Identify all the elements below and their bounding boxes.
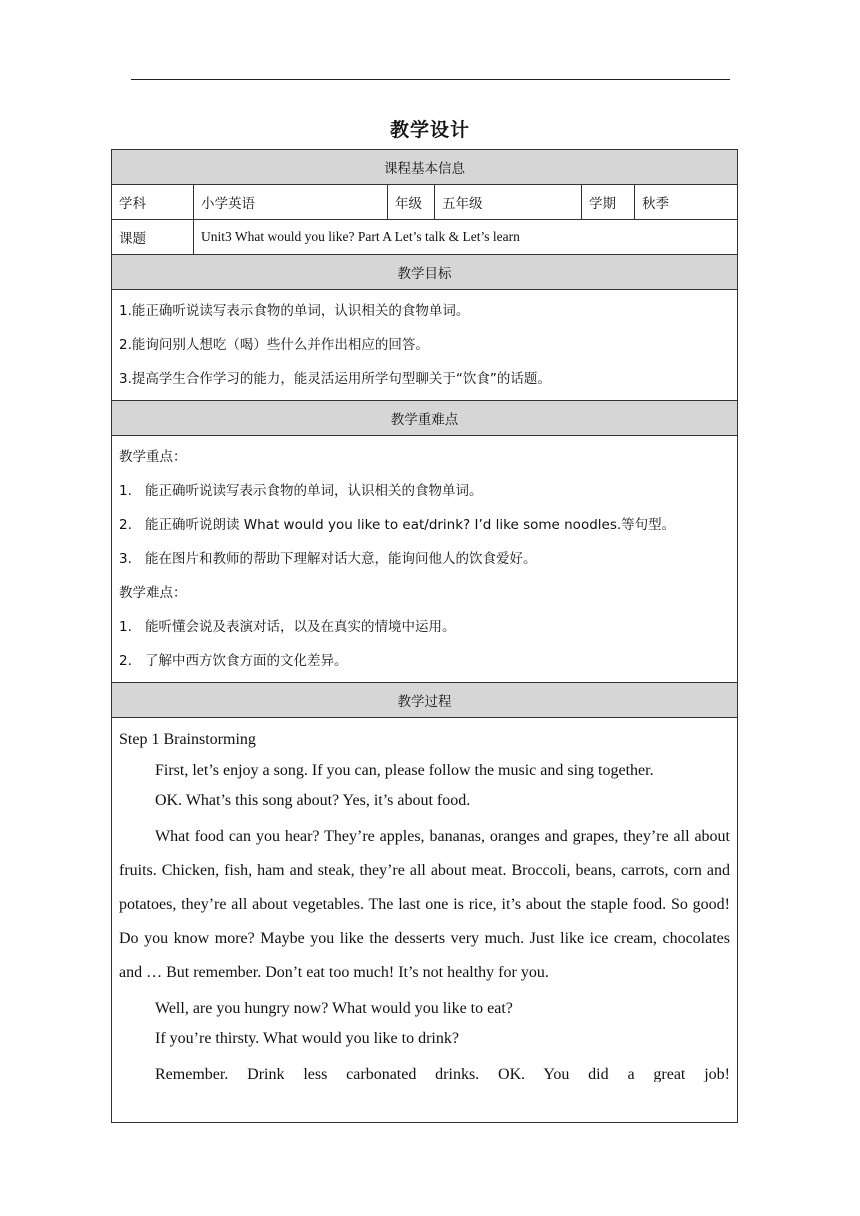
difficulty-item-text: 能听懂会说及表演对话，以及在真实的情境中运用。 — [145, 619, 456, 635]
document-title: 教学设计 — [389, 119, 470, 141]
topic-value: Unit3 What would you like? Part A Let’s talk & Let’s learn — [194, 220, 738, 255]
focus-item-number: 3. — [119, 551, 132, 567]
section-process: 教学过程 — [112, 683, 738, 718]
goal-item: 3.提高学生合作学习的能力，能灵活运用所学句型聊关于“饮食”的话题。 — [119, 371, 551, 387]
difficulty-item — [119, 610, 730, 644]
goal-item: 2.能询问别人想吃（喝）些什么并作出相应的回答。 — [119, 337, 429, 353]
key-points-cell — [112, 436, 738, 683]
subject-value: 小学英语 — [194, 185, 388, 220]
focus-item-number: 1. — [119, 483, 132, 499]
topic-label: 课题 — [112, 220, 194, 255]
grade-label: 年级 — [388, 185, 435, 220]
goal-item: 1.能正确听说读写表示食物的单词，认识相关的食物单词。 — [119, 303, 470, 319]
goals-cell — [112, 290, 738, 401]
focus-item-text: 能正确听说读写表示食物的单词，认识相关的食物单词。 — [145, 483, 483, 499]
difficulty-title: 教学难点： — [119, 585, 187, 601]
section-key-points: 教学重难点 — [112, 401, 738, 436]
focus-item — [119, 474, 730, 508]
section-basic-info: 课程基本信息 — [112, 150, 738, 185]
process-cell — [112, 718, 738, 1123]
lesson-plan-table — [111, 149, 738, 1123]
focus-item-text: 能正确听说朗读 What would you like to eat/drink? I’d like some noodles.等句型。 — [145, 517, 676, 533]
focus-item-number: 2. — [119, 517, 132, 533]
focus-title: 教学重点： — [119, 449, 187, 465]
process-paragraph: Remember. Drink less carbonated drinks. OK. You did a great job! — [155, 1066, 730, 1082]
focus-item-text: 能在图片和教师的帮助下理解对话大意，能询问他人的饮食爱好。 — [145, 551, 537, 567]
process-paragraph: OK. What’s this song about? Yes, it’s about food. — [155, 792, 471, 809]
term-value: 秋季 — [635, 185, 738, 220]
focus-item — [119, 542, 730, 576]
subject-label: 学科 — [112, 185, 194, 220]
section-goals: 教学目标 — [112, 255, 738, 290]
difficulty-item-number: 1. — [119, 619, 132, 635]
term-label: 学期 — [582, 185, 635, 220]
process-paragraph: If you’re thirsty. What would you like to drink? — [155, 1030, 459, 1047]
header-rule — [131, 79, 730, 80]
difficulty-item-text: 了解中西方饮食方面的文化差异。 — [145, 653, 348, 669]
focus-item — [119, 508, 730, 542]
difficulty-item-number: 2. — [119, 653, 132, 669]
process-paragraph: What food can you hear? They’re apples, bananas, oranges and grapes, they’re all about fruits. Chicken, fish, ham and steak, they’re all about meat. Broccoli, beans, carrots, corn and potatoes, they’re all about vegetables. The last one is rice, it’s about the staple food. So good! Do you know more? Maybe you like the desserts very much. Just like ice cream, chocolates and … But remember. Don’t eat too much! It’s not healthy for you. — [119, 828, 730, 981]
process-paragraph: First, let’s enjoy a song. If you can, please follow the music and sing together. — [155, 762, 654, 779]
step-heading: Step 1 Brainstorming — [119, 731, 256, 748]
difficulty-item — [119, 644, 730, 678]
process-paragraph: Well, are you hungry now? What would you like to eat? — [155, 1000, 513, 1017]
grade-value: 五年级 — [435, 185, 582, 220]
